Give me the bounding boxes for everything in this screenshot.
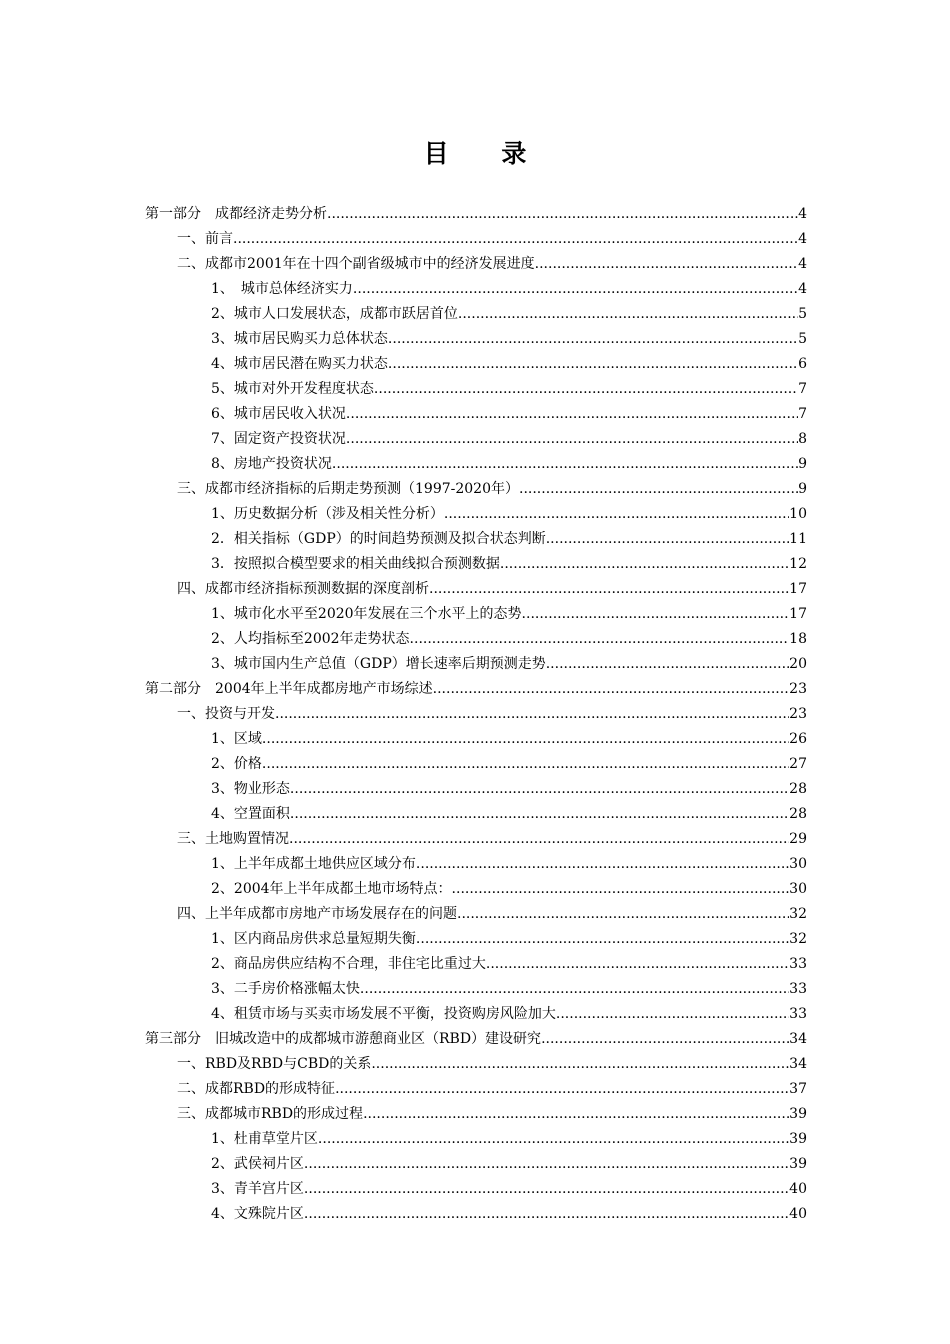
toc-entry-text: 2、城市人口发展状态，成都市跃居首位 bbox=[211, 306, 458, 322]
toc-leader-dots bbox=[332, 452, 798, 477]
toc-entry[interactable] bbox=[145, 502, 807, 527]
toc-leader-dots bbox=[457, 902, 789, 927]
toc-entry[interactable] bbox=[145, 527, 807, 552]
toc-page-number: 39 bbox=[789, 1156, 807, 1172]
toc-leader-dots bbox=[363, 1102, 789, 1127]
toc-entry-text: 三、成都市经济指标的后期走势预测（1997-2020年） bbox=[177, 481, 519, 497]
toc-entry-text: 三、成都城市RBD的形成过程 bbox=[177, 1106, 364, 1122]
toc-entry[interactable] bbox=[145, 877, 807, 902]
toc-page-number: 34 bbox=[789, 1031, 807, 1047]
toc-entry[interactable] bbox=[145, 427, 807, 452]
toc-page-number: 39 bbox=[789, 1106, 807, 1122]
toc-leader-dots bbox=[346, 427, 798, 452]
toc-page-number: 8 bbox=[798, 431, 807, 447]
toc-entry[interactable] bbox=[145, 1052, 807, 1077]
toc-entry[interactable] bbox=[145, 827, 807, 852]
toc-leader-dots bbox=[262, 727, 789, 752]
toc-page-number: 34 bbox=[789, 1056, 807, 1072]
toc-leader-dots bbox=[327, 202, 798, 227]
toc-entry-text: 4、租赁市场与买卖市场发展不平衡，投资购房风险加大 bbox=[211, 1006, 556, 1022]
toc-leader-dots bbox=[290, 777, 789, 802]
toc-leader-dots bbox=[486, 952, 789, 977]
toc-entry-text: 第二部分 2004年上半年成都房地产市场综述 bbox=[145, 681, 433, 697]
toc-entry[interactable] bbox=[145, 702, 807, 727]
toc-entry[interactable] bbox=[145, 927, 807, 952]
toc-page-number: 9 bbox=[798, 456, 807, 472]
toc-page-number: 33 bbox=[789, 981, 807, 997]
toc-page-number: 28 bbox=[789, 806, 807, 822]
toc-page-number: 30 bbox=[789, 881, 807, 897]
toc-leader-dots bbox=[353, 277, 798, 302]
toc-leader-dots bbox=[289, 827, 789, 852]
toc-page-number: 17 bbox=[789, 606, 807, 622]
toc-page-number: 10 bbox=[789, 506, 807, 522]
toc-entry-text: 5、城市对外开发程度状态 bbox=[211, 381, 374, 397]
toc-entry[interactable] bbox=[145, 777, 807, 802]
toc-entry[interactable] bbox=[145, 552, 807, 577]
toc-page-number: 23 bbox=[789, 681, 807, 697]
toc-entry[interactable] bbox=[145, 402, 807, 427]
toc-entry[interactable] bbox=[145, 1077, 807, 1102]
toc-entry[interactable] bbox=[145, 277, 807, 302]
toc-entry-text: 1、 城市总体经济实力 bbox=[211, 281, 353, 297]
toc-entry-text: 四、成都市经济指标预测数据的深度剖析 bbox=[177, 581, 429, 597]
toc-entry-text: 1、上半年成都土地供应区域分布 bbox=[211, 856, 416, 872]
toc-entry-text: 4、城市居民潜在购买力状态 bbox=[211, 356, 388, 372]
toc-entry[interactable] bbox=[145, 302, 807, 327]
toc-entry[interactable] bbox=[145, 952, 807, 977]
toc-leader-dots bbox=[262, 752, 789, 777]
toc-leader-dots bbox=[410, 627, 790, 652]
toc-entry[interactable] bbox=[145, 1027, 807, 1052]
toc-leader-dots bbox=[371, 1052, 789, 1077]
toc-page-number: 9 bbox=[798, 481, 807, 497]
toc-page-number: 37 bbox=[789, 1081, 807, 1097]
toc-leader-dots bbox=[318, 1127, 789, 1152]
toc-entry-text: 3、青羊宫片区 bbox=[211, 1181, 304, 1197]
toc-entry-text: 6、城市居民收入状况 bbox=[211, 406, 346, 422]
toc-entry[interactable] bbox=[145, 977, 807, 1002]
toc-leader-dots bbox=[416, 927, 789, 952]
toc-entry-text: 第一部分 成都经济走势分析 bbox=[145, 206, 327, 222]
toc-leader-dots bbox=[535, 252, 798, 277]
toc-entry-text: 8、房地产投资状况 bbox=[211, 456, 332, 472]
toc-entry-text: 三、土地购置情况 bbox=[177, 831, 289, 847]
toc-page-number: 33 bbox=[789, 956, 807, 972]
toc-page-number: 29 bbox=[789, 831, 807, 847]
toc-entry[interactable] bbox=[145, 477, 807, 502]
toc-entry-text: 3．按照拟合模型要求的相关曲线拟合预测数据 bbox=[211, 556, 500, 572]
toc-leader-dots bbox=[522, 602, 790, 627]
toc-entry-text: 2．相关指标（GDP）的时间趋势预测及拟合状态判断 bbox=[211, 531, 546, 547]
toc-page-number: 7 bbox=[798, 406, 807, 422]
toc-page-number: 32 bbox=[789, 931, 807, 947]
toc-page-number: 28 bbox=[789, 781, 807, 797]
toc-leader-dots bbox=[346, 402, 798, 427]
toc-entry[interactable] bbox=[145, 377, 807, 402]
toc-entry-text: 3、物业形态 bbox=[211, 781, 290, 797]
toc-entry-text: 2、商品房供应结构不合理，非住宅比重过大 bbox=[211, 956, 486, 972]
toc-entry-text: 2、2004年上半年成都土地市场特点： bbox=[211, 881, 452, 897]
toc-entry-text: 二、成都市2001年在十四个副省级城市中的经济发展进度 bbox=[177, 256, 535, 272]
toc-leader-dots bbox=[304, 1202, 789, 1227]
toc-entry[interactable] bbox=[145, 1202, 807, 1227]
toc-entry[interactable] bbox=[145, 677, 807, 702]
toc-page-number: 4 bbox=[798, 231, 807, 247]
toc-entry-text: 3、城市居民购买力总体状态 bbox=[211, 331, 388, 347]
toc-page-number: 4 bbox=[798, 256, 807, 272]
toc-entry-text: 1、区域 bbox=[211, 731, 262, 747]
toc-page-number: 40 bbox=[789, 1181, 807, 1197]
toc-page-number: 18 bbox=[789, 631, 807, 647]
toc-entry[interactable] bbox=[145, 202, 807, 227]
toc-leader-dots bbox=[374, 377, 798, 402]
toc-entry-text: 一、投资与开发 bbox=[177, 706, 275, 722]
toc-entry[interactable] bbox=[145, 802, 807, 827]
toc-leader-dots bbox=[360, 977, 789, 1002]
toc-title: 目 录 bbox=[423, 139, 549, 168]
toc-entry-text: 1、历史数据分析（涉及相关性分析） bbox=[211, 506, 444, 522]
toc-entry-text: 3、城市国内生产总值（GDP）增长速率后期预测走势 bbox=[211, 656, 546, 672]
toc-entry[interactable] bbox=[145, 252, 807, 277]
toc-leader-dots bbox=[452, 877, 790, 902]
toc-entry-text: 2、价格 bbox=[211, 756, 262, 772]
toc-leader-dots bbox=[304, 1152, 789, 1177]
toc-page-number: 4 bbox=[798, 281, 807, 297]
toc-entry-text: 1、城市化水平至2020年发展在三个水平上的态势 bbox=[211, 606, 522, 622]
toc-entry[interactable] bbox=[145, 627, 807, 652]
toc-page-number: 5 bbox=[798, 306, 807, 322]
toc-page-number: 12 bbox=[789, 556, 807, 572]
toc-leader-dots bbox=[546, 652, 789, 677]
toc-leader-dots bbox=[458, 302, 798, 327]
toc-entry-text: 2、武侯祠片区 bbox=[211, 1156, 304, 1172]
toc-leader-dots bbox=[304, 1177, 789, 1202]
toc-leader-dots bbox=[546, 527, 789, 552]
toc-entry[interactable] bbox=[145, 902, 807, 927]
toc-entry[interactable] bbox=[145, 1102, 807, 1127]
toc-entry-text: 7、固定资产投资状况 bbox=[211, 431, 346, 447]
toc-page-number: 6 bbox=[798, 356, 807, 372]
toc-leader-dots bbox=[388, 327, 798, 352]
toc-page-number: 33 bbox=[789, 1006, 807, 1022]
toc-entry[interactable] bbox=[145, 577, 807, 602]
toc-leader-dots bbox=[429, 577, 789, 602]
toc-entry[interactable] bbox=[145, 752, 807, 777]
toc-entry-text: 3、二手房价格涨幅太快 bbox=[211, 981, 360, 997]
toc-leader-dots bbox=[275, 702, 789, 727]
toc-entry[interactable] bbox=[145, 352, 807, 377]
toc-leader-dots bbox=[416, 852, 789, 877]
toc-entry[interactable] bbox=[145, 227, 807, 252]
toc-page-number: 4 bbox=[798, 206, 807, 222]
toc-leader-dots bbox=[388, 352, 798, 377]
toc-leader-dots bbox=[519, 477, 798, 502]
toc-entry[interactable] bbox=[145, 1177, 807, 1202]
toc-page-number: 27 bbox=[789, 756, 807, 772]
toc-leader-dots bbox=[444, 502, 789, 527]
toc-entry-text: 4、文殊院片区 bbox=[211, 1206, 304, 1222]
toc-leader-dots bbox=[541, 1027, 789, 1052]
toc-entry[interactable] bbox=[145, 1127, 807, 1152]
toc-page-number: 20 bbox=[789, 656, 807, 672]
toc-entry[interactable] bbox=[145, 327, 807, 352]
toc-entry-text: 一、RBD及RBD与CBD的关系 bbox=[177, 1056, 372, 1072]
toc-leader-dots bbox=[556, 1002, 789, 1027]
toc-leader-dots bbox=[335, 1077, 789, 1102]
toc-entry-text: 一、前言 bbox=[177, 231, 233, 247]
toc-entry[interactable] bbox=[145, 452, 807, 477]
toc-page-number: 11 bbox=[789, 531, 807, 547]
toc-page-number: 32 bbox=[789, 906, 807, 922]
toc-entry-text: 二、成都RBD的形成特征 bbox=[177, 1081, 336, 1097]
toc-entry-text: 四、上半年成都市房地产市场发展存在的问题 bbox=[177, 906, 457, 922]
toc-entry-text: 1、区内商品房供求总量短期失衡 bbox=[211, 931, 416, 947]
toc-page-number: 39 bbox=[789, 1131, 807, 1147]
toc-page-number: 30 bbox=[789, 856, 807, 872]
toc-entry[interactable] bbox=[145, 652, 807, 677]
toc-leader-dots bbox=[500, 552, 789, 577]
toc-leader-dots bbox=[433, 677, 790, 702]
toc-page-number: 26 bbox=[789, 731, 807, 747]
toc-entry[interactable] bbox=[145, 1152, 807, 1177]
toc-entry[interactable] bbox=[145, 727, 807, 752]
table-of-contents bbox=[145, 202, 807, 1227]
toc-entry-text: 4、空置面积 bbox=[211, 806, 290, 822]
toc-entry[interactable] bbox=[145, 602, 807, 627]
toc-entry-text: 1、杜甫草堂片区 bbox=[211, 1131, 318, 1147]
toc-entry-text: 2、人均指标至2002年走势状态 bbox=[211, 631, 410, 647]
toc-leader-dots bbox=[290, 802, 789, 827]
toc-leader-dots bbox=[233, 227, 798, 252]
toc-page-number: 5 bbox=[798, 331, 807, 347]
toc-page-number: 7 bbox=[798, 381, 807, 397]
toc-entry-text: 第三部分 旧城改造中的成都城市游憩商业区（RBD）建设研究 bbox=[145, 1031, 542, 1047]
toc-page-number: 40 bbox=[789, 1206, 807, 1222]
toc-page-number: 23 bbox=[789, 706, 807, 722]
toc-page-number: 17 bbox=[789, 581, 807, 597]
toc-entry[interactable] bbox=[145, 852, 807, 877]
toc-entry[interactable] bbox=[145, 1002, 807, 1027]
